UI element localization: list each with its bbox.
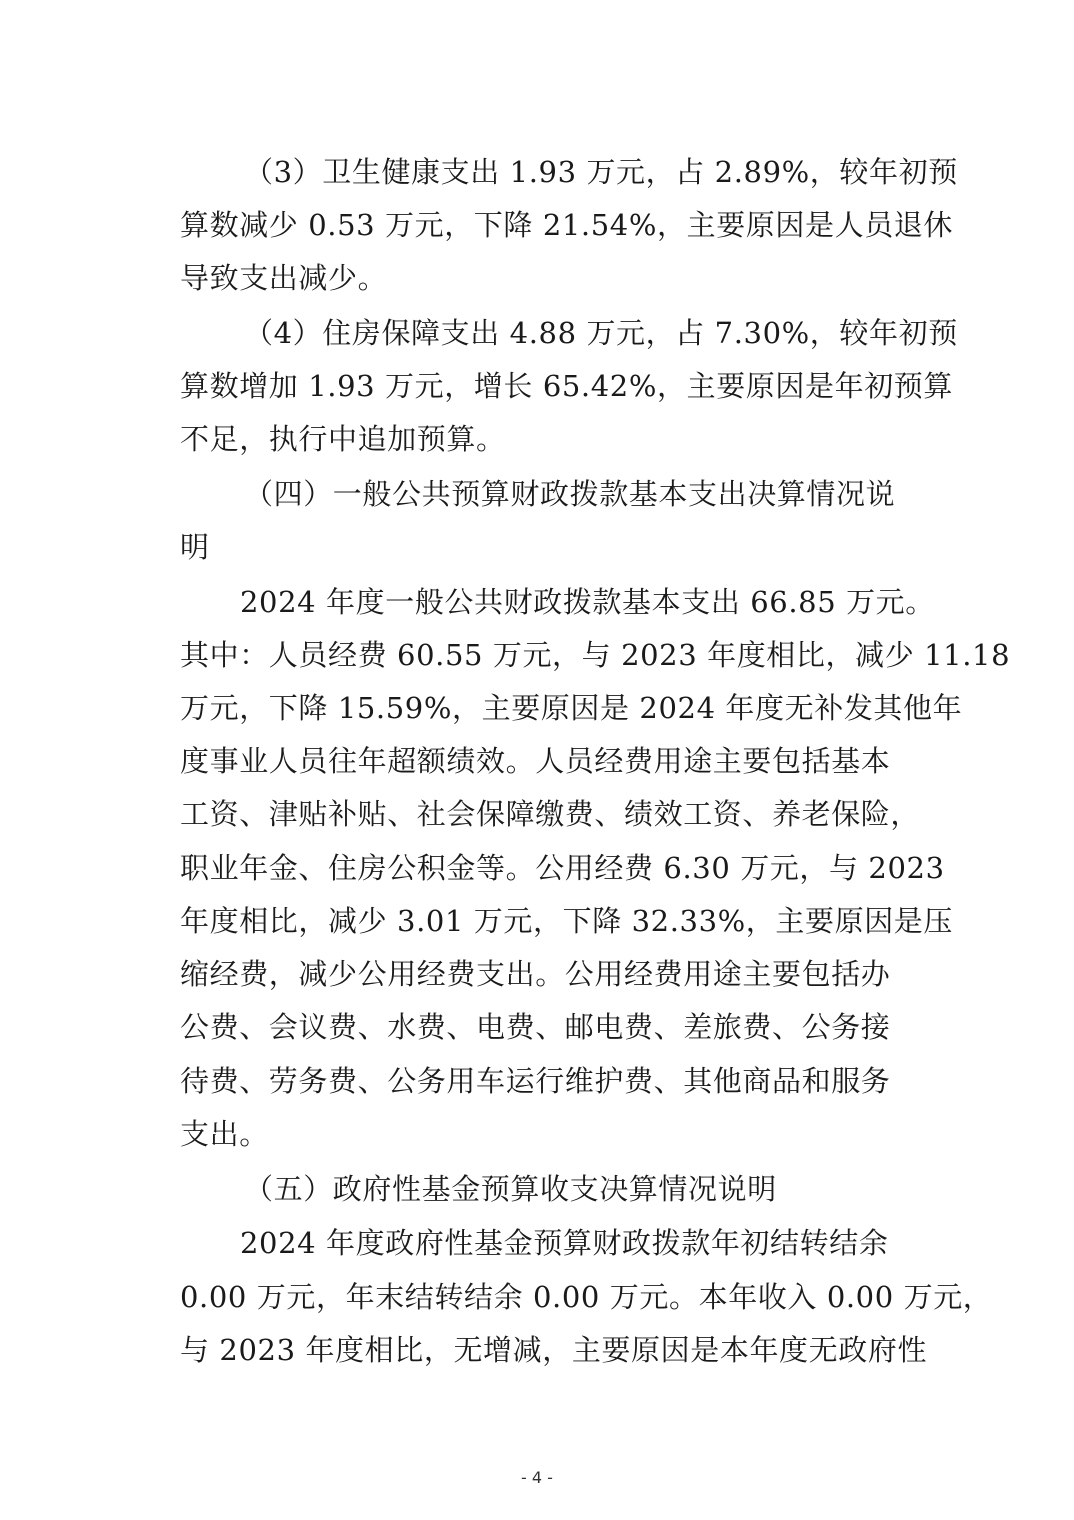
text-line: 职业年金、住房公积金等。公用经费 6.30 万元，与 2023 xyxy=(180,851,945,885)
section-heading: （五）政府性基金预算收支决算情况说明 xyxy=(244,1172,777,1206)
text-line: 2024 年度政府性基金预算财政拨款年初结转结余 xyxy=(240,1226,889,1260)
text-line: 年度相比，减少 3.01 万元，下降 32.33%，主要原因是压 xyxy=(180,904,954,938)
text-line: 工资、津贴补贴、社会保障缴费、绩效工资、养老保险， xyxy=(180,797,921,831)
text-line: 度事业人员往年超额绩效。人员经费用途主要包括基本 xyxy=(180,744,891,778)
text-line: 导致支出减少。 xyxy=(180,261,388,295)
section-heading: （四）一般公共预算财政拨款基本支出决算情况说 xyxy=(244,477,896,511)
text-line: 与 2023 年度相比，无增减，主要原因是本年度无政府性 xyxy=(180,1333,928,1367)
text-line: 万元，下降 15.59%，主要原因是 2024 年度无补发其他年 xyxy=(180,691,963,725)
text-line: 2024 年度一般公共财政拨款基本支出 66.85 万元。 xyxy=(240,585,935,619)
text-line: 算数增加 1.93 万元，增长 65.42%，主要原因是年初预算 xyxy=(180,369,954,403)
section-heading: 明 xyxy=(180,530,210,564)
page-number: - 4 - xyxy=(521,1468,553,1487)
text-line: 缩经费，减少公用经费支出。公用经费用途主要包括办 xyxy=(180,957,891,991)
text-line: 待费、劳务费、公务用车运行维护费、其他商品和服务 xyxy=(180,1064,891,1098)
text-line: 公费、会议费、水费、电费、邮电费、差旅费、公务接 xyxy=(180,1010,891,1044)
text-line: 其中：人员经费 60.55 万元，与 2023 年度相比，减少 11.18 xyxy=(180,638,1011,672)
text-line: 不足，执行中追加预算。 xyxy=(180,422,506,456)
text-line: （4）住房保障支出 4.88 万元，占 7.30%，较年初预 xyxy=(244,316,958,350)
text-line: 0.00 万元，年末结转结余 0.00 万元。本年收入 0.00 万元， xyxy=(180,1280,993,1314)
text-line: 算数减少 0.53 万元，下降 21.54%，主要原因是人员退休 xyxy=(180,208,954,242)
text-line: （3）卫生健康支出 1.93 万元，占 2.89%，较年初预 xyxy=(244,155,958,189)
text-line: 支出。 xyxy=(180,1117,269,1151)
